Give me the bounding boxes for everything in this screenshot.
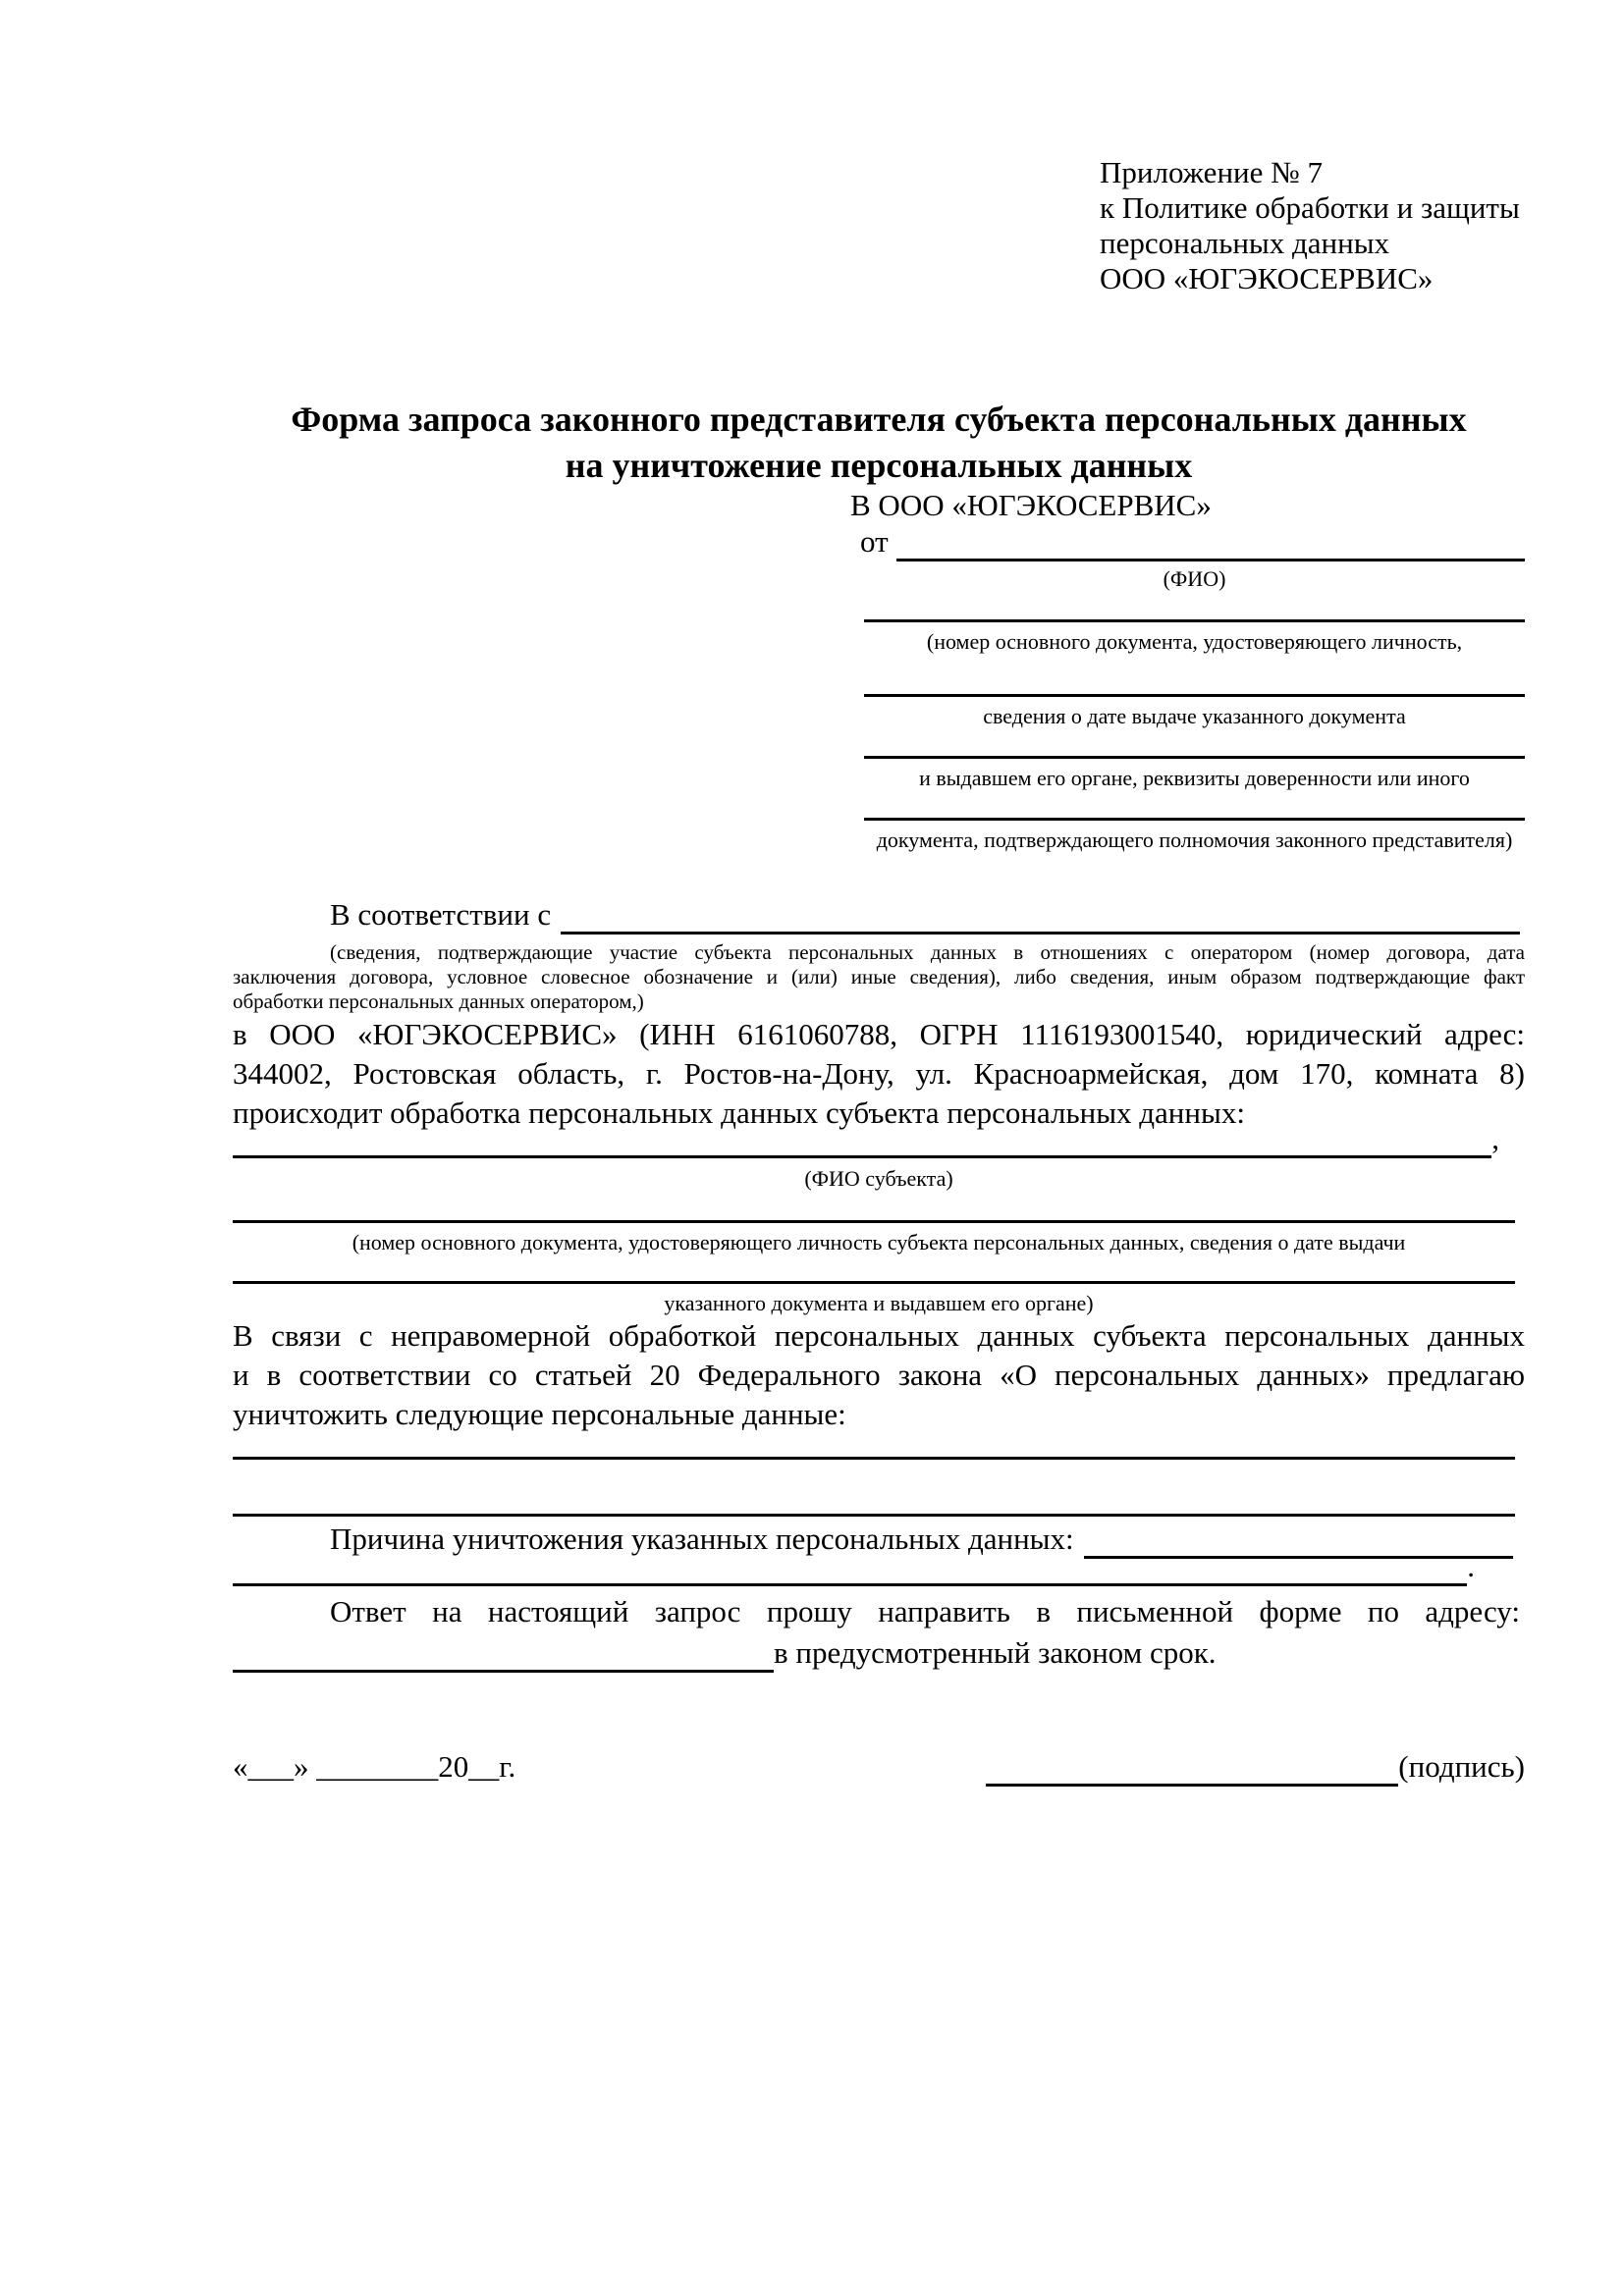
operator-line-3: происходит обработка персональных данных субъекта персональных данных: xyxy=(233,1095,1245,1130)
comma-after-subject-fio: , xyxy=(1491,1121,1499,1155)
according-note xyxy=(233,940,1525,1014)
caption-representative-doc-4: документа, подтверждающего полномочия законного представителя) xyxy=(876,828,1513,852)
annex-header xyxy=(1100,155,1520,296)
according-note-line-2: заключения договора, условное словесное обозначение и (или) иные сведения), либо сведения, иным образом подтверждающие факт xyxy=(233,965,1525,988)
reply-paragraph: Ответ на настоящий запрос прошу направить в письменной форме по адресу: xyxy=(330,1594,1520,1629)
operator-line-1: в ООО «ЮГЭКОСЕРВИС» (ИНН 6161060788, ОГРН 1116193001540, юридический адрес: xyxy=(233,1017,1525,1051)
caption-subject-doc-1: (номер основного документа, удостоверяющего личность субъекта персональных данных, сведения о дате выдачи xyxy=(352,1230,1406,1255)
reason-lead: Причина уничтожения указанных персональных данных: xyxy=(330,1522,1074,1556)
according-note-line-1: (сведения, подтверждающие участие субъекта персональных данных в отношениях с оператором (номер договора, дата xyxy=(330,940,1525,964)
reason-continuation-row xyxy=(233,1547,1475,1586)
annex-line-4: ООО «ЮГЭКОСЕРВИС» xyxy=(1100,261,1434,295)
blank-line-signature xyxy=(986,1782,1398,1787)
blank-line-subject-doc-2 xyxy=(233,1281,1515,1284)
blank-line-according xyxy=(561,930,1520,934)
caption-subject-fio: (ФИО субъекта) xyxy=(804,1166,953,1191)
blank-line-subject-doc-1 xyxy=(233,1220,1515,1223)
demand-line-3: уничтожить следующие персональные данные: xyxy=(233,1397,846,1431)
according-row xyxy=(330,895,1520,934)
period-after-reason: . xyxy=(1467,1549,1475,1583)
operator-paragraph xyxy=(233,1015,1525,1133)
blank-line-data-2 xyxy=(233,1514,1515,1517)
according-lead: В соответствии с xyxy=(330,897,552,932)
caption-subject-doc-2: указанного документа и выдавшем его органе) xyxy=(664,1291,1094,1315)
form-title xyxy=(233,397,1525,489)
operator-line-2: 344002, Ростовская область, г. Ростов-на-Дону, ул. Красноармейская, дом 170, комната 8) xyxy=(233,1056,1525,1091)
from-label: от xyxy=(860,524,889,559)
signature-block xyxy=(986,1747,1525,1787)
caption-representative-doc-1: (номер основного документа, удостоверяющего личность, xyxy=(926,629,1463,654)
reply-tail-row xyxy=(233,1633,1525,1673)
blank-line-representative-doc-3 xyxy=(864,756,1525,759)
blank-line-reason-continuation xyxy=(233,1581,1467,1586)
demand-line-2: и в соответствии со статьей 20 Федерального закона «О персональных данных» предлагаю xyxy=(233,1358,1525,1392)
demand-paragraph xyxy=(233,1316,1525,1434)
subject-fio-blank-row xyxy=(233,1119,1499,1158)
title-line-2: на уничтожение персональных данных xyxy=(565,446,1193,485)
reply-tail-text: в предусмотренный законом срок. xyxy=(774,1635,1217,1670)
blank-line-representative-fio xyxy=(896,557,1525,561)
blank-line-representative-doc-2 xyxy=(864,694,1525,697)
blank-line-data-1 xyxy=(233,1457,1515,1460)
title-line-1: Форма запроса законного представителя субъекта персональных данных xyxy=(291,400,1467,439)
blank-line-reply-address xyxy=(233,1668,774,1673)
blank-line-representative-doc-1 xyxy=(864,619,1525,622)
according-note-line-3: обработки персональных данных оператором,) xyxy=(233,989,644,1013)
caption-representative-doc-3: и выдавшем его органе, реквизиты доверенности или иного xyxy=(919,766,1470,790)
date-line: «___» ________20__г. xyxy=(233,1749,516,1784)
caption-representative-fio: (ФИО) xyxy=(1163,566,1226,591)
annex-line-2: к Политике обработки и защиты xyxy=(1100,190,1520,225)
caption-representative-doc-2: сведения о дате выдаче указанного документа xyxy=(983,704,1406,728)
addressee-line: В ООО «ЮГЭКОСЕРВИС» xyxy=(850,488,1212,522)
annex-line-1: Приложение № 7 xyxy=(1100,155,1323,189)
demand-line-1: В связи с неправомерной обработкой персональных данных субъекта персональных данных xyxy=(233,1318,1525,1353)
from-row xyxy=(860,522,1525,561)
blank-line-subject-fio xyxy=(233,1153,1491,1158)
blank-line-representative-doc-4 xyxy=(864,818,1525,821)
annex-line-3: персональных данных xyxy=(1100,226,1390,260)
signature-row xyxy=(233,1747,1525,1787)
signature-caption: (подпись) xyxy=(1398,1749,1525,1784)
